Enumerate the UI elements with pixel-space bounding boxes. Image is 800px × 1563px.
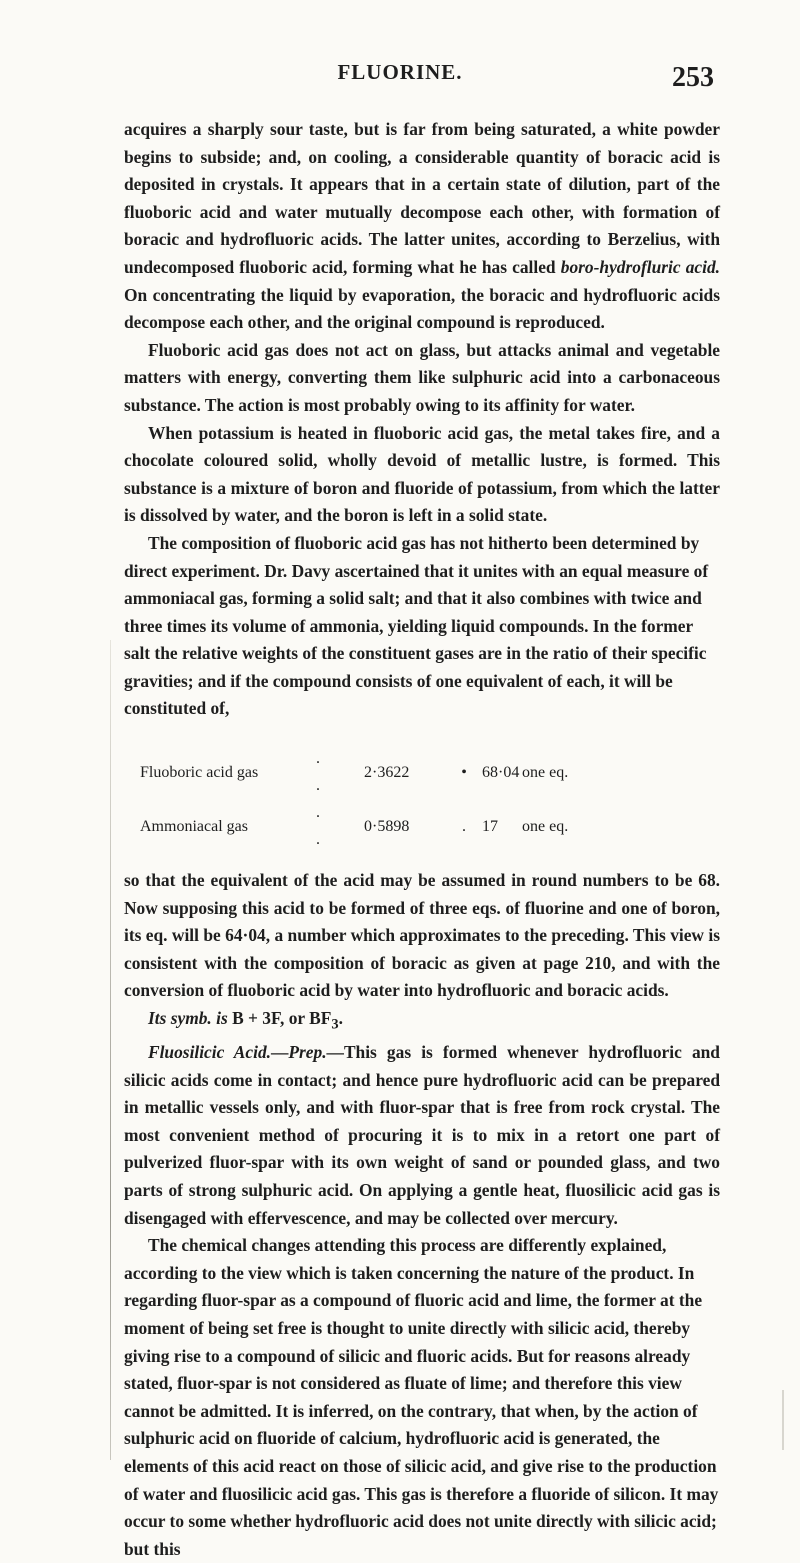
section-heading: Fluosilicic Acid. <box>148 1042 271 1063</box>
symbol-end: . <box>338 1008 343 1029</box>
symbol-formula: B + 3F, or BF <box>232 1008 332 1029</box>
italic-term: boro-hydrofluric acid. <box>560 256 720 277</box>
table-cell-eq-value: 68·04 <box>482 763 520 781</box>
body-text <box>124 116 720 1563</box>
composition-table <box>140 745 568 853</box>
table-cell-dots: . . <box>316 804 342 849</box>
paragraph-composition: The composition of fluoboric acid gas has not hitherto been determined by direct experiment. Dr. Davy ascertained that it unites with an equal measure of ammoniacal gas, forming a solid salt; and that it also combines with twice and three times its volume of ammonia, yielding liquid compounds. In the former salt the relative weights of the constituent gases are in the ratio of their specific gravities; and if the compound consists of one equivalent of each, it will be constituted of, <box>124 532 709 719</box>
paragraph-equivalent: so that the equivalent of the acid may be assumed in round numbers to be 68. Now supposing this acid to be formed of three eqs. of fluorine and one of boron, its eq. will be 64·04, a number which approximates to the preceding. This view is consistent with the composition of boracic as given at page 210, and with the conversion of fluoboric acid by water into hydrofluoric and boracic acids. <box>124 870 720 1001</box>
heading-dash: — <box>271 1042 289 1063</box>
table-cell-value: 0·5898 <box>364 817 410 835</box>
page-gutter-shadow <box>110 640 111 1460</box>
page-number: 253 <box>672 62 714 93</box>
table-cell-name: Fluoboric acid gas <box>140 763 259 781</box>
paragraph-fluosilicic <box>124 1039 720 1232</box>
paragraph-potassium: When potassium is heated in fluoboric acid gas, the metal takes fire, and a chocolate coloured solid, wholly devoid of metallic lustre, is formed. This substance is a mixture of boron and fluoride of potassium, from which the latter is dissolved by water, and the boron is left in a solid state. <box>124 422 720 526</box>
table-cell-separator: • <box>461 763 467 781</box>
prep-label: Prep. <box>288 1042 327 1063</box>
table-cell-value: 2·3622 <box>364 763 410 781</box>
table-row <box>140 799 568 853</box>
paragraph-text: On concentrating the liquid by evaporation, the boracic and hydrofluoric acids decompose each other, and the original compound is reproduced. <box>124 284 720 333</box>
page-edge-mark <box>782 1390 784 1450</box>
paragraph-text: acquires a sharply sour taste, but is far from being saturated, a white powder begins to subside; and, on cooling, a considerable quantity of boracic acid is deposited in crystals. It appears that in a certain state of dilution, part of the fluoboric acid and water mutually decompose each other, with formation of boracic and hydrofluoric acids. The latter unites, according to Berzelius, with undecomposed fluoboric acid, forming what he has called <box>124 119 720 277</box>
table-cell-name: Ammoniacal gas <box>140 817 248 835</box>
paragraph-chemical-changes: The chemical changes attending this process are differently explained, according to the view which is taken concerning the nature of the product. In regarding fluor-spar as a compound of fluoric acid and lime, the former at the moment of being set free is thought to unite directly with silicic acid, thereby giving rise to a compound of silicic and fluoric acids. But for reasons already stated, fluor-spar is not considered as fluate of lime; and therefore this view cannot be admitted. It is inferred, on the contrary, that when, by the action of sulphuric acid on fluoride of calcium, hydrofluoric acid is generated, the elements of this acid react on those of silicic acid, and give rise to the production of water and fluosilicic acid gas. This gas is therefore a fluoride of silicon. It may occur to some whether hydrofluoric acid does not unite directly with silicic acid; but this <box>124 1235 719 1559</box>
table-cell-eq-value: 17 <box>482 817 498 835</box>
table-row <box>140 745 568 799</box>
symbol-label: Its symb. is <box>148 1008 228 1029</box>
table-cell-eq-label: one eq. <box>522 763 569 781</box>
page-header <box>0 60 800 100</box>
table-cell-dots: . . <box>316 750 342 795</box>
paragraph-text: —This gas is formed whenever hydrofluoric and silicic acids come in contact; and hence pure hydrofluoric acid can be prepared in metallic vessels only, and with fluor-spar that is free from rock crystal. The most convenient method of procuring it is to mix in a retort one part of pulverized fluor-spar with its own weight of sand or pounded glass, and two parts of strong sulphuric acid. On applying a gentle heat, fluosilicic acid gas is disengaged with effervescence, and may be collected over mercury. <box>124 1042 720 1228</box>
symbol-subscript: 3 <box>331 1016 339 1033</box>
running-head: FLUORINE. <box>337 60 463 84</box>
table-cell-separator: . <box>462 817 466 835</box>
paragraph-boracic-deposit <box>124 116 720 337</box>
table-cell-eq-label: one eq. <box>522 817 569 835</box>
paragraph-glass: Fluoboric acid gas does not act on glass, but attacks animal and vegetable matters with energy, converting them like sulphuric acid into a carbonaceous substance. The action is most probably owing to its affinity for water. <box>124 339 720 415</box>
symbol-line <box>124 1005 720 1039</box>
